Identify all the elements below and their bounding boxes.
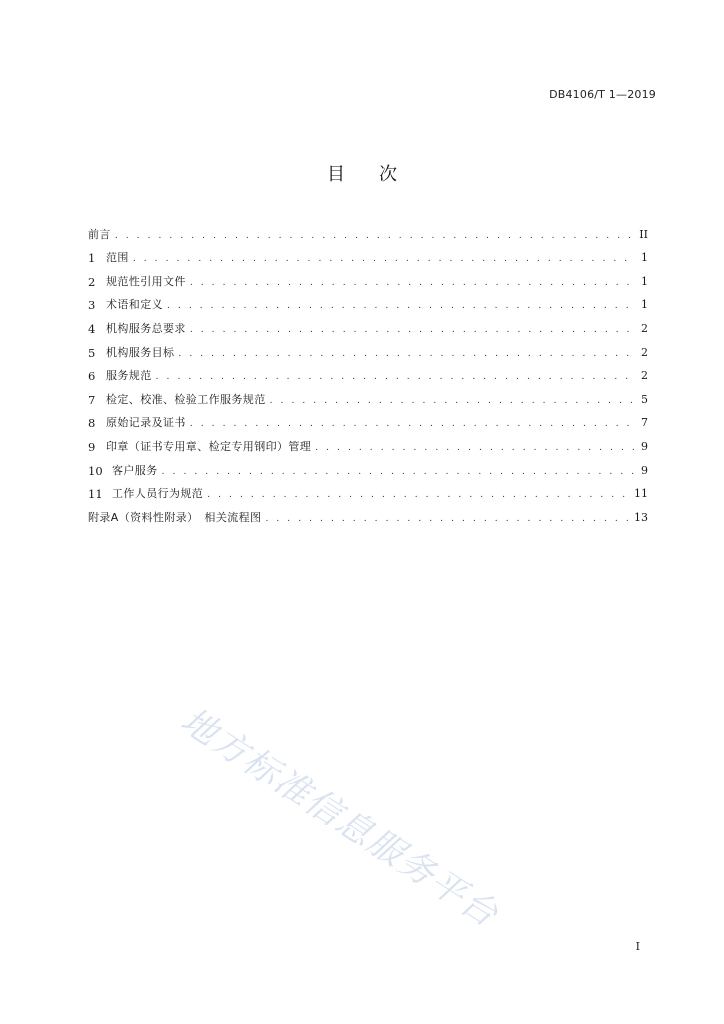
toc-leader-dots [270, 395, 634, 407]
page-number: I [635, 940, 640, 953]
toc-entry-number: 4 [88, 321, 96, 336]
toc-leader-dots [156, 371, 634, 383]
toc-entry-2[interactable] [88, 265, 648, 289]
toc-entry-page: 7 [641, 416, 648, 430]
toc-entry-11[interactable] [88, 478, 648, 502]
toc-leader-dots [315, 442, 634, 454]
toc-entry-number: 9 [88, 439, 96, 454]
toc-entry-1[interactable] [88, 242, 648, 266]
toc-entry-3[interactable] [88, 289, 648, 313]
toc-entry-page: 9 [641, 463, 648, 477]
toc-entry-page: 13 [634, 510, 648, 524]
toc-leader-dots [162, 466, 634, 478]
toc-entry-label: 工作人员行为规范 [112, 487, 204, 501]
toc-entry-page: II [639, 227, 648, 241]
toc-leader-dots [115, 230, 634, 242]
toc-entry-label: 术语和定义 [106, 298, 163, 312]
toc-title-part1: 目 [327, 164, 345, 185]
toc-entry-label: 客户服务 [112, 463, 158, 477]
toc-entry-number: 7 [88, 392, 96, 407]
toc-entry-number: 1 [88, 251, 96, 266]
toc-entry-appendix-a[interactable] [88, 501, 648, 525]
document-code: DB4106/T 1—2019 [549, 88, 656, 101]
toc-entry-8[interactable] [88, 407, 648, 431]
toc-leader-dots [207, 489, 630, 501]
toc-entry-label: 附录A（资料性附录） 相关流程图 [88, 510, 262, 524]
toc-entry-6[interactable] [88, 360, 648, 384]
toc-leader-dots [133, 253, 634, 265]
toc-entry-page: 9 [641, 439, 648, 453]
toc-entry-label: 服务规范 [106, 369, 152, 383]
toc-entry-page: 2 [641, 321, 648, 335]
toc-entry-number: 8 [88, 416, 96, 431]
toc-title [0, 160, 724, 186]
toc-leader-dots [190, 324, 634, 336]
toc-entry-number: 3 [88, 298, 96, 313]
toc-entry-label: 前言 [88, 227, 111, 241]
table-of-contents [88, 218, 648, 525]
toc-entry-number: 10 [88, 463, 103, 478]
toc-entry-number: 6 [88, 369, 96, 384]
watermark: 地方标准信息服务平台 [173, 700, 506, 936]
toc-entry-label: 机构服务总要求 [106, 321, 186, 335]
toc-entry-label: 机构服务目标 [106, 345, 175, 359]
toc-entry-label: 范围 [106, 251, 129, 265]
toc-entry-5[interactable] [88, 336, 648, 360]
toc-entry-page: 11 [634, 487, 648, 501]
toc-entry-page: 1 [641, 274, 648, 288]
toc-leader-dots [265, 513, 630, 525]
toc-entry-label: 原始记录及证书 [106, 416, 186, 430]
toc-entry-label: 印章（证书专用章、检定专用钢印）管理 [106, 439, 312, 453]
toc-leader-dots [190, 277, 634, 289]
toc-entry-label: 检定、校准、检验工作服务规范 [106, 392, 266, 406]
toc-leader-dots [178, 348, 634, 360]
toc-entry-7[interactable] [88, 383, 648, 407]
toc-entry-9[interactable] [88, 430, 648, 454]
toc-entry-10[interactable] [88, 454, 648, 478]
toc-entry-foreword[interactable] [88, 218, 648, 242]
toc-entry-number: 2 [88, 274, 96, 289]
toc-entry-4[interactable] [88, 312, 648, 336]
toc-title-part2: 次 [379, 164, 397, 185]
toc-leader-dots [167, 300, 634, 312]
toc-entry-page: 2 [641, 369, 648, 383]
toc-leader-dots [190, 418, 634, 430]
toc-entry-page: 5 [641, 392, 648, 406]
toc-entry-number: 5 [88, 345, 96, 360]
toc-entry-page: 2 [641, 345, 648, 359]
toc-entry-page: 1 [641, 251, 648, 265]
toc-entry-label: 规范性引用文件 [106, 274, 186, 288]
toc-entry-number: 11 [88, 487, 103, 502]
toc-entry-page: 1 [641, 298, 648, 312]
